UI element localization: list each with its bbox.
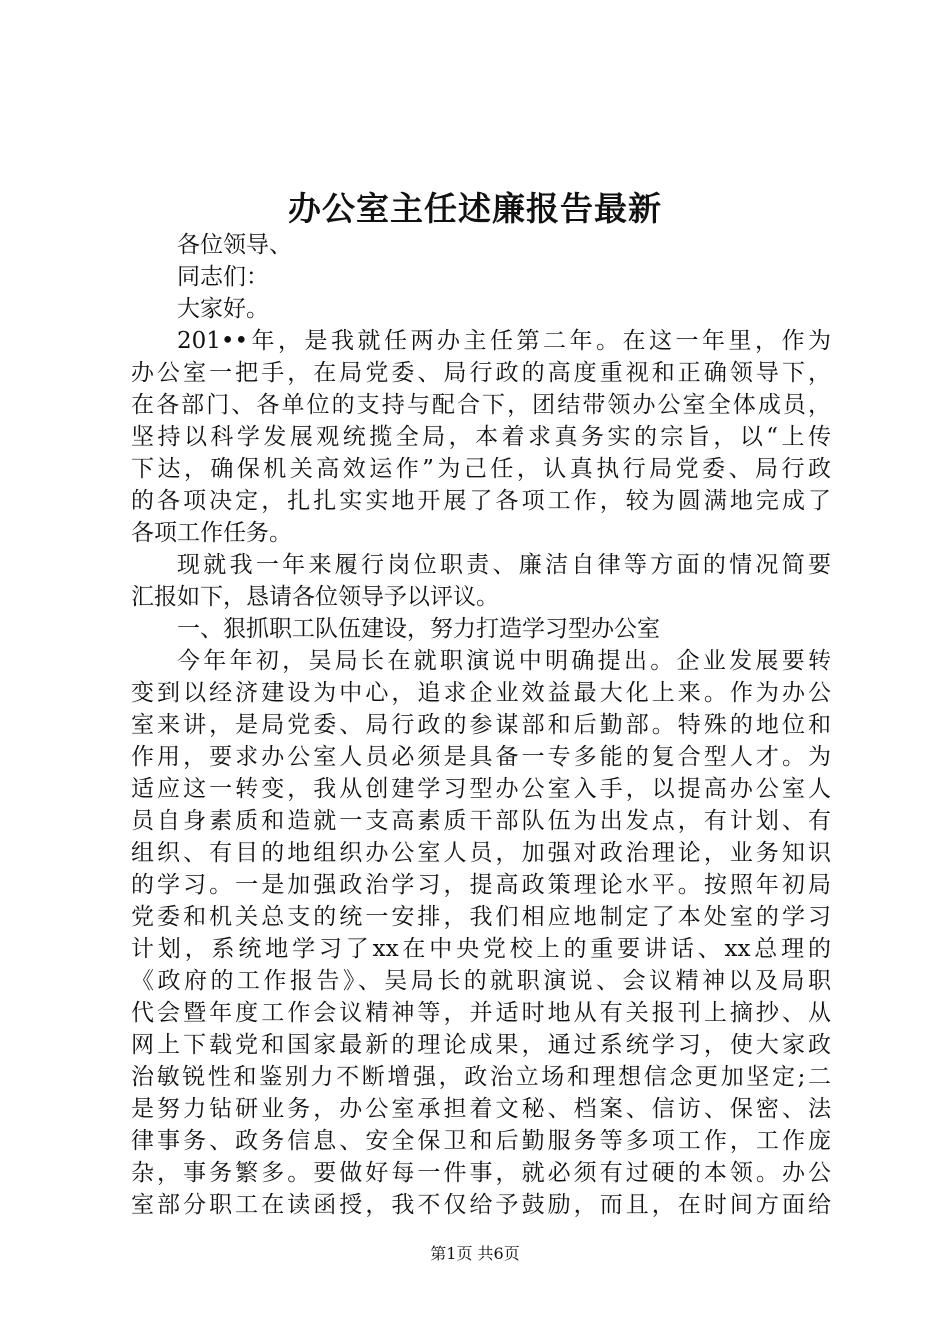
body-line: 同志们： xyxy=(177,264,269,290)
body-line: 党委和机关总支的统一安排，我们相应地制定了本处室的学习 xyxy=(131,904,831,930)
body-line: 各位领导、 xyxy=(177,232,292,258)
body-line: 一、狠抓职工队伍建设，努力打造学习型办公室 xyxy=(177,616,660,642)
body-line: 室部分职工在读函授，我不仅给予鼓励，而且，在时间方面给 xyxy=(131,1192,831,1218)
document-title: 办公室主任述廉报告最新 xyxy=(288,189,662,228)
body-line: 组织、有目的地组织办公室人员，加强对政治理论，业务知识 xyxy=(131,840,831,866)
body-line: 的各项决定，扎扎实实地开展了各项工作，较为圆满地完成了 xyxy=(131,488,831,514)
body-line: 室来讲，是局党委、局行政的参谋部和后勤部。特殊的地位和 xyxy=(131,712,831,738)
body-line: 办公室一把手，在局党委、局行政的高度重视和正确领导下， xyxy=(131,360,831,386)
body-line: 变到以经济建设为中心，追求企业效益最大化上来。作为办公 xyxy=(131,680,831,706)
body-line: 汇报如下，恳请各位领导予以评议。 xyxy=(131,584,499,610)
body-line: 代会暨年度工作会议精神等，并适时地从有关报刊上摘抄、从 xyxy=(131,1000,831,1026)
body-line: 律事务、政务信息、安全保卫和后勤服务等多项工作，工作庞 xyxy=(131,1128,831,1154)
body-line: 网上下载党和国家最新的理论成果，通过系统学习，使大家政 xyxy=(131,1032,831,1058)
body-line: 计划，系统地学习了xx在中央党校上的重要讲话、xx总理的 xyxy=(131,936,831,962)
body-line: 现就我一年来履行岗位职责、廉洁自律等方面的情况简要 xyxy=(177,552,831,578)
body-line: 适应这一转变，我从创建学习型办公室入手，以提高办公室人 xyxy=(131,776,831,802)
body-line: 杂，事务繁多。要做好每一件事，就必须有过硬的本领。办公 xyxy=(131,1160,831,1186)
body-line: 各项工作任务。 xyxy=(131,520,292,546)
body-line: 《政府的工作报告》、吴局长的就职演说、会议精神以及局职 xyxy=(131,968,831,994)
body-line: 治敏锐性和鉴别力不断增强，政治立场和理想信念更加坚定;二 xyxy=(131,1064,831,1090)
body-line: 是努力钻研业务，办公室承担着文秘、档案、信访、保密、法 xyxy=(131,1096,831,1122)
page-footer: 第1页 共6页 xyxy=(430,1244,520,1263)
body-line: 今年年初，吴局长在就职演说中明确提出。企业发展要转 xyxy=(177,648,831,674)
body-line: 坚持以科学发展观统揽全局，本着求真务实的宗旨，以“上传 xyxy=(131,424,831,450)
body-line: 在各部门、各单位的支持与配合下，团结带领办公室全体成员， xyxy=(131,392,831,418)
body-line: 员自身素质和造就一支高素质干部队伍为出发点，有计划、有 xyxy=(131,808,831,834)
body-line: 下达，确保机关高效运作”为己任，认真执行局党委、局行政 xyxy=(131,456,831,482)
body-line: 作用，要求办公室人员必须是具备一专多能的复合型人才。为 xyxy=(131,744,831,770)
document-body xyxy=(131,229,831,1221)
body-line: 201••年，是我就任两办主任第二年。在这一年里，作为 xyxy=(177,328,831,354)
body-line: 的学习。一是加强政治学习，提高政策理论水平。按照年初局 xyxy=(131,872,831,898)
body-line: 大家好。 xyxy=(177,296,269,322)
